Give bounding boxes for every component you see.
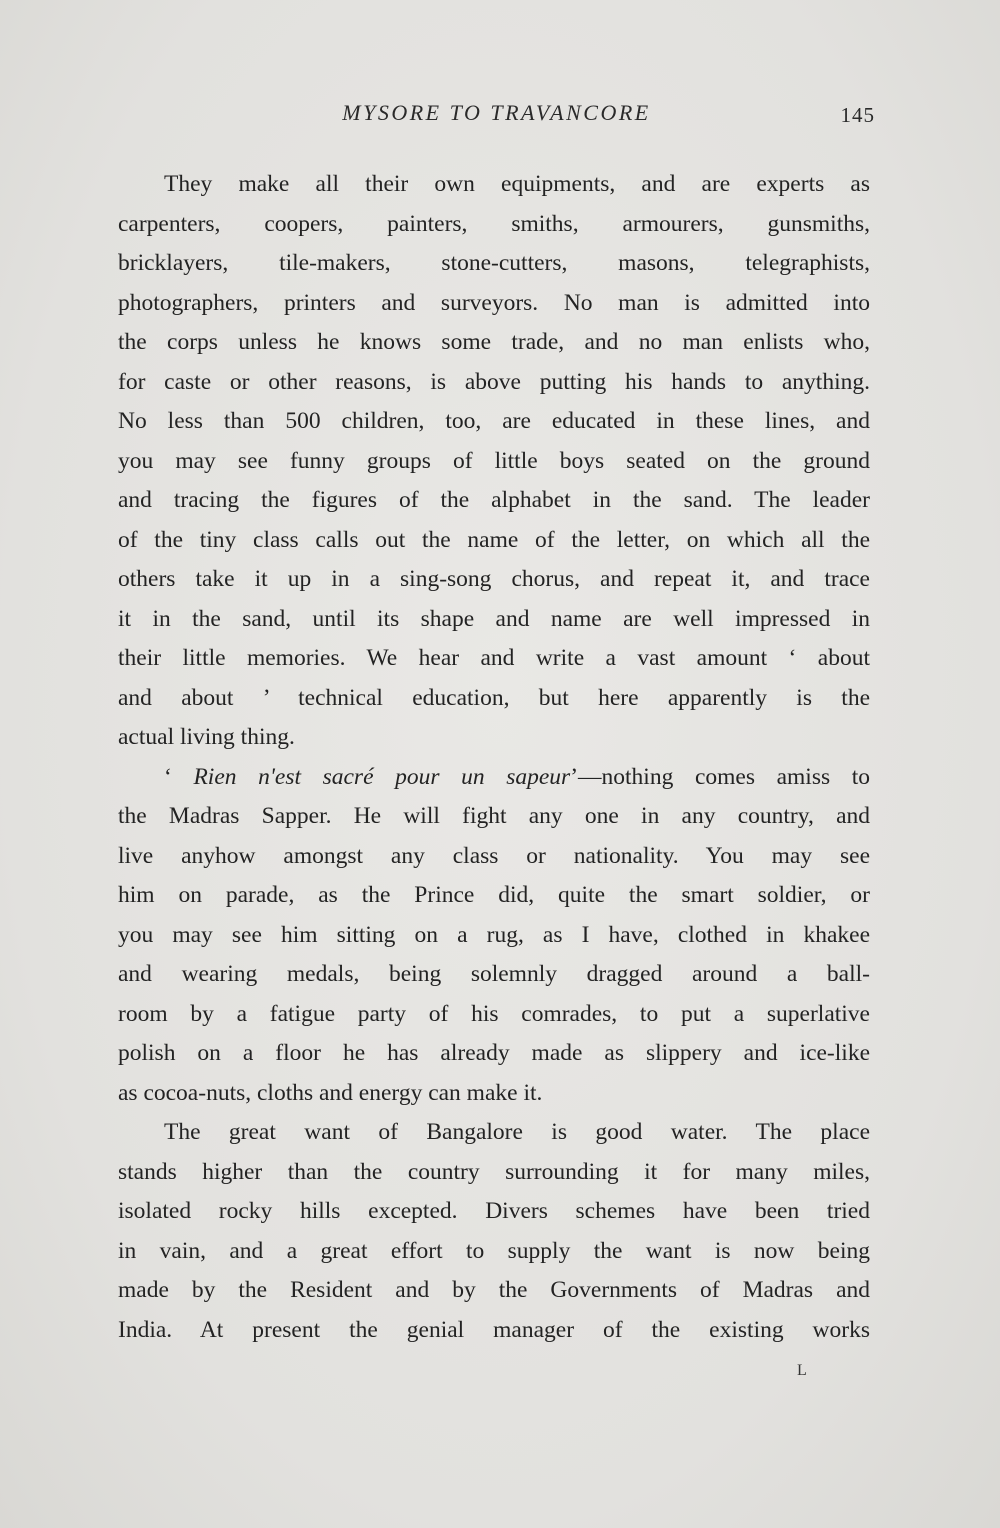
text-line: you may see funny groups of little boys seated on the ground: [118, 447, 870, 474]
text-line: their little memories. We hear and write a vast amount ‘ about: [118, 645, 870, 671]
text-line: it in the sand, until its shape and name are well impressed in: [118, 605, 870, 632]
text-line: as cocoa-nuts, cloths and energy can make it.: [118, 1079, 543, 1106]
text-line: others take it up in a sing-song chorus, and repeat it, and trace: [118, 566, 870, 592]
text-line: the corps unless he knows some trade, and no man enlists who,: [118, 329, 870, 355]
text-line: photographers, printers and surveyors. No man is admitted into: [118, 289, 870, 316]
text-line: you may see him sitting on a rug, as I have, clothed in khakee: [118, 921, 870, 948]
text-line: and wearing medals, being solemnly dragged around a ball-: [118, 961, 870, 987]
text-line: bricklayers, tile-makers, stone-cutters, masons, telegraphists,: [118, 250, 870, 276]
running-title: MYSORE TO TRAVANCORE: [342, 100, 651, 125]
text-line: [118, 758, 870, 798]
text-line: live anyhow amongst any class or nationality. You may see: [118, 842, 870, 869]
body-text: [118, 165, 870, 1350]
text-line: polish on a floor he has already made as slippery and ice-like: [118, 1040, 870, 1066]
text-line: of the tiny class calls out the name of the letter, on which all the: [118, 526, 870, 553]
text-line: isolated rocky hills excepted. Divers schemes have been tried: [118, 1198, 870, 1224]
text-line: in vain, and a great effort to supply the want is now being: [118, 1237, 870, 1264]
text-line: The great want of Bangalore is good water. The place: [164, 1119, 870, 1145]
quote-open: ‘: [164, 763, 194, 790]
text-line: and about ’ technical education, but here apparently is the: [118, 684, 870, 711]
text-line: and tracing the figures of the alphabet in the sand. The leader: [118, 487, 870, 513]
text-line: carpenters, coopers, painters, smiths, armourers, gunsmiths,: [118, 210, 870, 237]
text-line: actual living thing.: [118, 724, 295, 750]
text-line: for caste or other reasons, is above putting his hands to anything.: [118, 368, 870, 395]
text-line: stands higher than the country surrounding it for many miles,: [118, 1158, 870, 1185]
text-line: No less than 500 children, too, are educated in these lines, and: [118, 408, 870, 434]
text-line: made by the Resident and by the Governments of Madras and: [118, 1277, 870, 1303]
text-line: India. At present the genial manager of the existing works: [118, 1316, 870, 1343]
text-line: the Madras Sapper. He will fight any one in any country, and: [118, 803, 870, 829]
text-line: him on parade, as the Prince did, quite the smart soldier, or: [118, 882, 870, 908]
text-line: room by a fatigue party of his comrades, to put a superlative: [118, 1000, 870, 1027]
french-quotation: Rien n'est sacré pour un sapeur: [193, 763, 571, 790]
page-number: 145: [840, 103, 875, 127]
signature-mark: L: [797, 1362, 807, 1379]
text-line: They make all their own equipments, and are experts as: [164, 171, 870, 197]
quote-continuation: ’—nothing comes amiss to: [570, 763, 871, 790]
running-head: [118, 100, 875, 140]
